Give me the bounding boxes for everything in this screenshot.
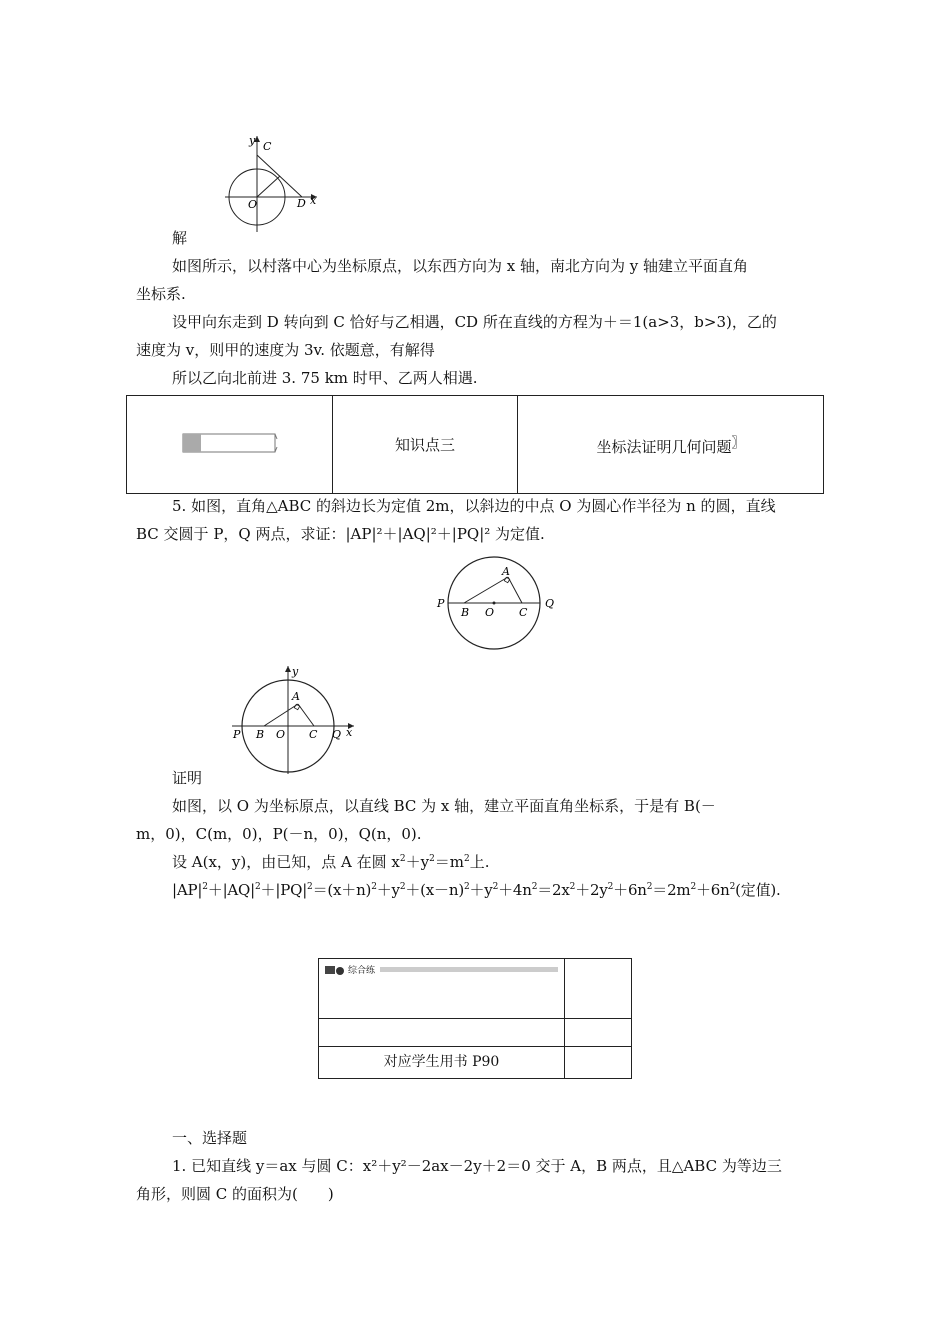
- superscript: 2: [690, 882, 696, 892]
- formula-segment: ＋|AQ|: [207, 881, 256, 899]
- q1-line2: 角形，则圆 C 的面积为( ): [136, 1185, 334, 1203]
- practice-ref: 对应学生用书 P90: [319, 1047, 565, 1079]
- q1-line1: 1. 已知直线 y＝ax 与圆 C：x²＋y²－2ax－2y＋2＝0 交于 A，B 两点，且△ABC 为等边三: [172, 1157, 782, 1175]
- formula-segment: (定值).: [735, 881, 781, 899]
- practice-empty-cell: [565, 959, 632, 1019]
- formula-segment: ＋y: [376, 881, 400, 899]
- fig2-label-c: C: [519, 606, 528, 619]
- fig3-label-y: y: [292, 665, 299, 678]
- knowledge-topic-cell: 坐标法证明几何问题〗: [518, 396, 824, 494]
- knowledge-point-table: [126, 395, 824, 494]
- formula-segment: ＝2m: [652, 881, 691, 899]
- fig2-label-p: P: [437, 597, 445, 610]
- figure-coordinate-circle: [228, 664, 358, 774]
- solution-label: 解: [172, 229, 188, 247]
- formula-segment: ＋4n: [498, 881, 532, 899]
- banner-bar-icon: [182, 431, 278, 455]
- fig2-label-o: O: [485, 606, 495, 619]
- fig3-label-p: P: [233, 728, 241, 741]
- formula-segment: ＝2x: [537, 881, 570, 899]
- fig2-label-q: Q: [545, 597, 555, 610]
- superscript: 2: [729, 882, 736, 892]
- proof-label: 证明: [172, 769, 203, 787]
- superscript: 2: [371, 882, 377, 892]
- fig2-label-a: A: [502, 565, 510, 578]
- section-title: 一、选择题: [172, 1129, 248, 1147]
- fig3-label-x: x: [346, 726, 353, 739]
- fig3-label-b: B: [256, 728, 265, 741]
- proof-line2: m，0)，C(m，0)，P(－n，0)，Q(n，0).: [136, 825, 422, 843]
- proof-line1: 如图，以 O 为坐标原点，以直线 BC 为 x 轴，建立平面直角坐标系，于是有 B(－: [172, 797, 716, 815]
- fig3-label-q: Q: [332, 728, 342, 741]
- solution-paragraph-1a: 如图所示，以村落中心为坐标原点，以东西方向为 x 轴，南北方向为 y 轴建立平面直角: [172, 257, 749, 275]
- practice-empty-cell: [565, 1019, 632, 1047]
- formula-segment: ＋(x－n): [405, 881, 464, 899]
- practice-table: [318, 958, 632, 1079]
- knowledge-topic: 坐标法证明几何问题: [596, 438, 732, 456]
- fig1-label-y: y: [249, 134, 256, 147]
- superscript: 2: [307, 882, 313, 892]
- practice-banner-label: 综合练: [348, 966, 376, 976]
- solution-paragraph-2a: 设甲向东走到 D 转向到 C 恰好与乙相遇，CD 所在直线的方程为＋＝1(a>3，b>3)，乙的: [172, 313, 777, 331]
- superscript: 2: [531, 882, 538, 892]
- practice-empty-cell: [565, 1047, 632, 1079]
- superscript: 2: [399, 882, 406, 892]
- figure-circle-abc: [430, 555, 560, 651]
- superscript: 2: [646, 882, 653, 892]
- fig1-label-d: D: [297, 197, 306, 210]
- practice-empty-cell: [319, 1019, 565, 1047]
- solution-paragraph-1b: 坐标系.: [136, 285, 186, 303]
- fig3-label-c: C: [309, 728, 318, 741]
- formula-segment: ＋6n: [613, 881, 647, 899]
- fig3-label-o: O: [276, 728, 286, 741]
- formula-segment: ＋|PQ|: [260, 881, 308, 899]
- formula-segment: |AP|: [172, 881, 203, 899]
- practice-banner-cell: [319, 959, 565, 1019]
- fig3-label-a: A: [292, 690, 300, 703]
- fig1-label-c: C: [263, 140, 272, 153]
- fig1-label-x: x: [310, 194, 317, 207]
- formula-segment: ＋6n: [695, 881, 730, 899]
- fig2-label-b: B: [461, 606, 470, 619]
- solution-paragraph-3: 所以乙向北前进 3. 75 km 时甲、乙两人相遇.: [172, 369, 478, 387]
- superscript: 2: [202, 882, 208, 892]
- fig1-label-o: O: [248, 198, 258, 211]
- solution-paragraph-2b: 速度为 v，则甲的速度为 3v. 依题意，有解得: [136, 341, 435, 359]
- problem5-line2: BC 交圆于 P，Q 两点，求证：|AP|²＋|AQ|²＋|PQ|² 为定值.: [136, 525, 545, 543]
- superscript: 2: [492, 882, 499, 892]
- formula-segment: ＋y: [469, 881, 493, 899]
- figure-circle-cd: [225, 132, 325, 232]
- superscript: 2: [607, 882, 614, 892]
- superscript: 2: [255, 882, 261, 892]
- formula-segment: ＋2y: [575, 881, 608, 899]
- proof-line3: 设 A(x，y)，由已知，点 A 在圆 $x^2+y^2=m^2$上.: [172, 853, 490, 871]
- formula-segment: ＝(x＋n): [312, 881, 372, 899]
- superscript: 2: [569, 882, 576, 892]
- practice-logo-icon: [325, 964, 345, 976]
- practice-banner-bar: [380, 967, 558, 972]
- proof-line4: [172, 880, 852, 900]
- problem5-line1: 5. 如图，直角△ABC 的斜边长为定值 2m，以斜边的中点 O 为圆心作半径为 n 的圆，直线: [172, 497, 776, 515]
- knowledge-banner-cell: [127, 396, 333, 494]
- knowledge-title: 知识点三: [333, 396, 518, 494]
- superscript: 2: [463, 882, 470, 892]
